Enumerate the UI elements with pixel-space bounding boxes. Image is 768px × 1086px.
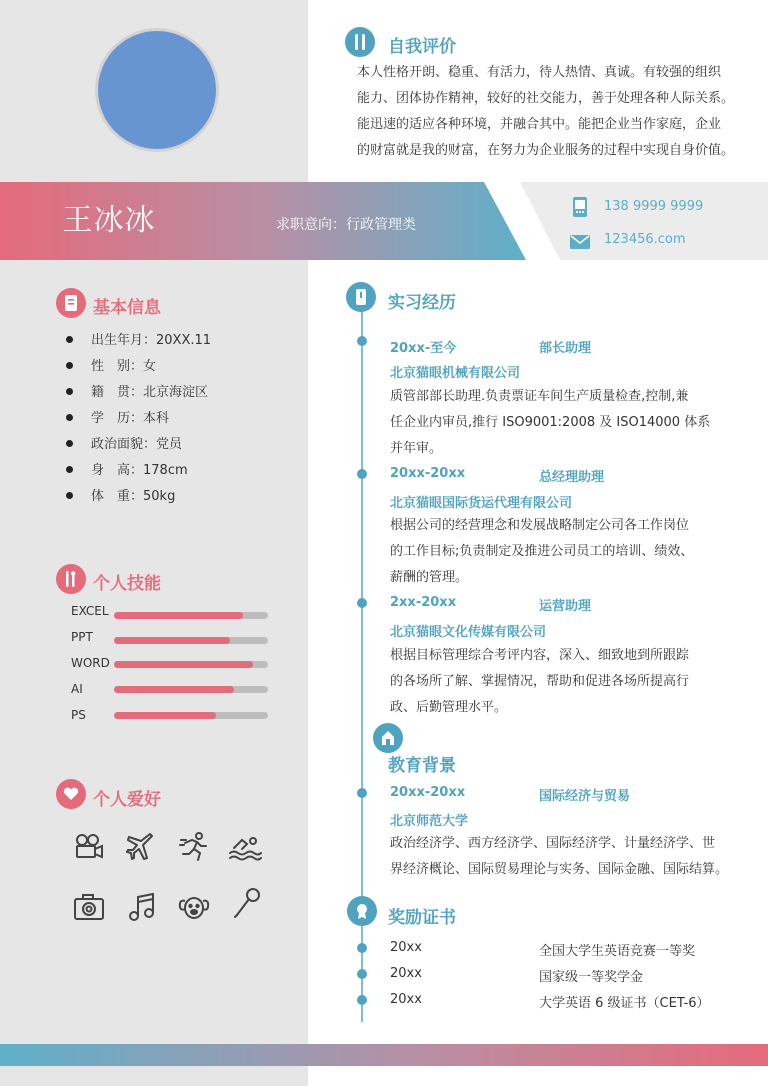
timeline-dot (357, 598, 367, 608)
self-eval-title: 自我评价 (388, 37, 456, 57)
entry-date: 20xx-至今 (390, 341, 457, 356)
basic-info-title: 基本信息 (93, 298, 161, 318)
bullet (66, 492, 73, 499)
entry-description (390, 513, 693, 591)
award-year: 20xx (390, 992, 422, 1007)
skill-label: WORD (71, 656, 110, 670)
music-note-icon (124, 890, 158, 924)
running-icon (177, 830, 211, 864)
education-courses (390, 831, 728, 883)
entry-role: 运营助理 (539, 599, 592, 614)
self-eval-text (357, 60, 757, 164)
contact-box (520, 182, 768, 260)
internship-title: 实习经历 (388, 293, 456, 313)
entry-line: 并年审。 (390, 441, 443, 456)
entry-line: 任企业内审员,推行 ISO9001:2008 及 ISO14000 体系 (390, 415, 711, 430)
camera-icon (72, 890, 106, 924)
info-item (66, 432, 182, 458)
education-icon (373, 723, 403, 753)
phone-icon (572, 196, 588, 222)
entry-company: 北京猫眼文化传媒有限公司 (390, 625, 547, 640)
skills-icon (56, 564, 86, 594)
movie-camera-icon (72, 830, 106, 864)
info-text: 学 历：本科 (91, 411, 170, 426)
skill-bar-track (114, 612, 268, 619)
entry-line: 政、后勤管理水平。 (390, 700, 508, 715)
education-major: 国际经济与贸易 (539, 789, 631, 804)
timeline-dot (357, 788, 367, 798)
entry-role: 部长助理 (539, 341, 592, 356)
bullet (66, 388, 73, 395)
entry-role: 总经理助理 (539, 470, 605, 485)
airplane-icon (124, 830, 158, 864)
skill-bar-fill (114, 686, 234, 693)
skill-bar-fill (114, 612, 243, 619)
entry-date: 20xx-20xx (390, 466, 466, 481)
entry-company: 北京猫眼国际货运代理有限公司 (390, 496, 573, 511)
info-item (66, 458, 188, 484)
bullet (66, 362, 73, 369)
education-school: 北京师范大学 (390, 814, 469, 829)
entry-date: 2xx-20xx (390, 595, 457, 610)
info-text: 体 重：50kg (91, 489, 176, 504)
entry-company: 北京猫眼机械有限公司 (390, 366, 521, 381)
swimming-icon (228, 830, 262, 864)
info-text: 政治面貌：党员 (91, 437, 183, 452)
footer-bar (0, 1044, 768, 1066)
timeline-dot (357, 469, 367, 479)
timeline-dot (357, 969, 367, 979)
basic-info-icon (56, 288, 86, 318)
education-date: 20xx-20xx (390, 785, 466, 800)
self-eval-line: 能迅速的适应各种环境，并融合其中。能把企业当作家庭，企业 (357, 117, 722, 132)
award-name: 国家级一等奖学金 (539, 970, 644, 985)
skill-bar-track (114, 637, 268, 644)
awards-title: 奖励证书 (388, 908, 456, 928)
timeline-dot (357, 943, 367, 953)
info-text: 性 别：女 (91, 359, 157, 374)
entry-line: 的工作目标;负责制定及推进公司员工的培训、绩效、 (390, 544, 694, 559)
award-year: 20xx (390, 966, 422, 981)
skill-bar-fill (114, 661, 253, 668)
skill-bar-track (114, 712, 268, 719)
skill-bar-track (114, 661, 268, 668)
dog-icon (177, 890, 211, 924)
job-objective: 求职意向：行政管理类 (276, 217, 416, 233)
phone-number: 138 9999 9999 (604, 199, 704, 214)
skill-label: AI (71, 682, 83, 696)
skill-bar-fill (114, 712, 216, 719)
info-text: 籍 贯：北京海淀区 (91, 385, 209, 400)
info-item (66, 354, 156, 380)
entry-line: 的各场所了解、掌握情况，帮助和促进各场所提高行 (390, 674, 690, 689)
self-eval-line: 能力、团体协作精神，较好的社交能力，善于处理各种人际关系。 (357, 91, 735, 106)
avatar (98, 31, 216, 149)
entry-description (390, 384, 710, 462)
self-eval-line: 的财富就是我的财富，在努力为企业服务的过程中实现自身价值。 (357, 143, 735, 158)
info-text: 出生年月：20XX.11 (91, 333, 212, 348)
info-text: 身 高：178cm (91, 463, 188, 478)
course-line: 界经济概论、国际贸易理论与实务、国际金融、国际结算。 (390, 862, 729, 877)
timeline-dot (357, 336, 367, 346)
course-line: 政治经济学、西方经济学、国际经济学、计量经济学、世 (390, 836, 716, 851)
entry-line: 质管部部长助理.负责票证车间生产质量检查,控制,兼 (390, 389, 689, 404)
candidate-name: 王冰冰 (62, 203, 156, 238)
award-name: 全国大学生英语竞赛一等奖 (539, 944, 696, 959)
skill-label: PS (71, 708, 86, 722)
bullet (66, 440, 73, 447)
info-item (66, 328, 211, 354)
email-address: 123456.com (604, 232, 686, 247)
bullet (66, 466, 73, 473)
entry-line: 根据公司的经营理念和发展战略制定公司各工作岗位 (390, 518, 690, 533)
hobbies-icon (56, 779, 86, 809)
entry-line: 薪酬的管理。 (390, 570, 469, 585)
bullet (66, 414, 73, 421)
info-item (66, 380, 208, 406)
education-title: 教育背景 (388, 756, 456, 776)
skill-label: PPT (71, 630, 93, 644)
self-eval-line: 本人性格开朗、稳重、有活力，待人热情、真诚。有较强的组织 (357, 65, 722, 80)
skills-title: 个人技能 (93, 574, 161, 594)
bullet (66, 336, 73, 343)
self-eval-icon (345, 27, 375, 57)
info-item (66, 406, 169, 432)
skill-label: EXCEL (71, 604, 109, 618)
email-icon (570, 234, 590, 253)
skill-bar-fill (114, 637, 230, 644)
award-name: 大学英语 6 级证书（CET-6） (539, 996, 710, 1011)
skill-bar-track (114, 686, 268, 693)
hobbies-title: 个人爱好 (93, 790, 161, 810)
entry-description (390, 643, 689, 721)
info-item (66, 484, 175, 510)
microphone-icon (230, 886, 264, 920)
timeline-dot (357, 995, 367, 1005)
award-year: 20xx (390, 940, 422, 955)
awards-icon (347, 896, 377, 926)
internship-icon (346, 282, 376, 312)
entry-line: 根据目标管理综合考评内容，深入、细致地到所跟踪 (390, 648, 690, 663)
